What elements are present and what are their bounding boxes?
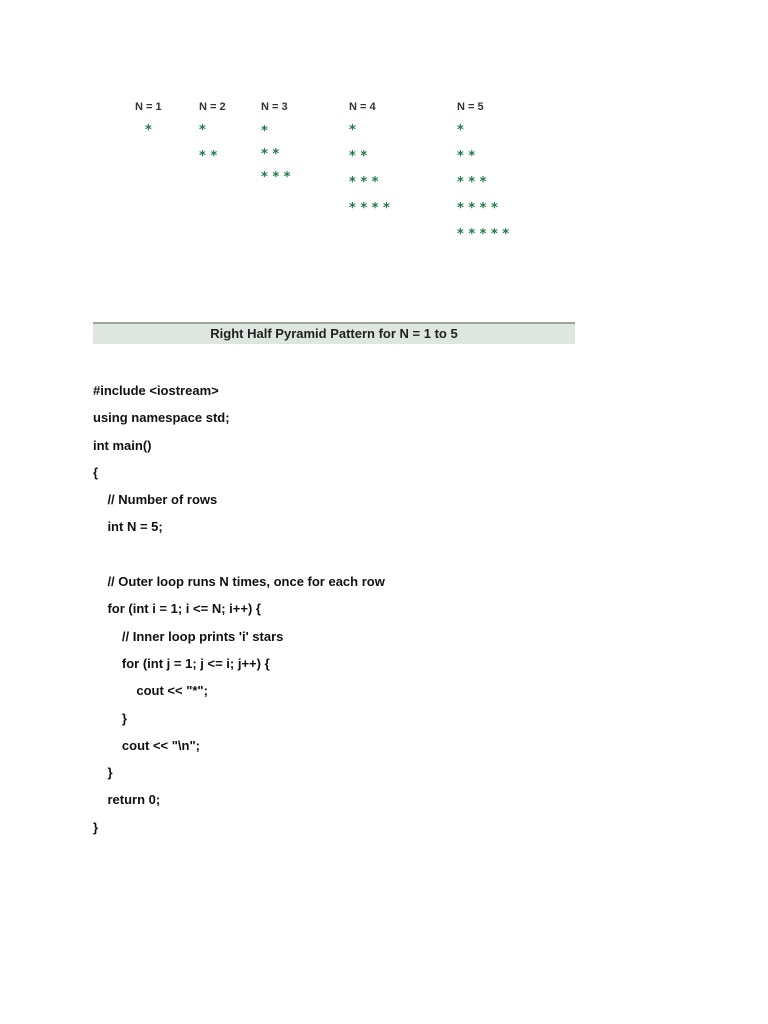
star-row: * * * <box>349 175 379 190</box>
star-row: * <box>261 124 268 139</box>
code-line: } <box>93 765 113 781</box>
figure-caption-bar <box>93 322 575 344</box>
star-row: * * * <box>457 175 487 190</box>
code-line <box>93 541 693 568</box>
column-label: N = 3 <box>261 101 288 113</box>
code-line: int N = 5; <box>93 519 163 535</box>
pattern-column-n2 <box>199 96 226 170</box>
star-row: * * <box>349 149 368 164</box>
code-line: { <box>93 464 99 480</box>
code-line: cout << "\n"; <box>93 737 200 753</box>
code-line: } <box>93 819 99 835</box>
star-row: * <box>457 123 464 138</box>
code-line: int main() <box>93 437 152 453</box>
star-row: * <box>199 123 206 138</box>
code-line: for (int i = 1; i <= N; i++) { <box>93 601 261 617</box>
star-row: * * <box>457 149 476 164</box>
code-line: cout << "*"; <box>93 683 208 699</box>
column-label: N = 1 <box>135 101 162 113</box>
star-row: * * <box>199 149 218 164</box>
code-line: // Outer loop runs N times, once for each row <box>93 574 385 590</box>
code-line: return 0; <box>93 792 161 808</box>
star-row: * <box>145 123 152 138</box>
pattern-column-n1 <box>135 96 162 144</box>
code-line: // Inner loop prints 'i' stars <box>93 628 284 644</box>
pattern-column-n4 <box>349 96 390 222</box>
code-line: } <box>93 710 127 726</box>
pyramid-figure <box>93 96 575 256</box>
figure-caption: Right Half Pyramid Pattern for N = 1 to 5 <box>210 326 458 341</box>
star-row: * * * * <box>349 201 390 216</box>
code-listing <box>93 377 693 841</box>
column-label: N = 2 <box>199 101 226 113</box>
code-line: // Number of rows <box>93 492 218 508</box>
star-row: * * * * * <box>457 227 510 242</box>
code-line: for (int j = 1; j <= i; j++) { <box>93 655 270 671</box>
star-row: * * * <box>261 170 291 185</box>
star-row: * * <box>261 147 280 162</box>
pattern-column-n3 <box>261 96 290 189</box>
column-label: N = 4 <box>349 101 376 113</box>
star-row: * * * * <box>457 201 498 216</box>
star-row: * <box>349 123 356 138</box>
pattern-column-n5 <box>457 96 509 248</box>
code-line: #include <iostream> <box>93 383 219 398</box>
column-label: N = 5 <box>457 101 484 113</box>
code-line: using namespace std; <box>93 410 230 426</box>
